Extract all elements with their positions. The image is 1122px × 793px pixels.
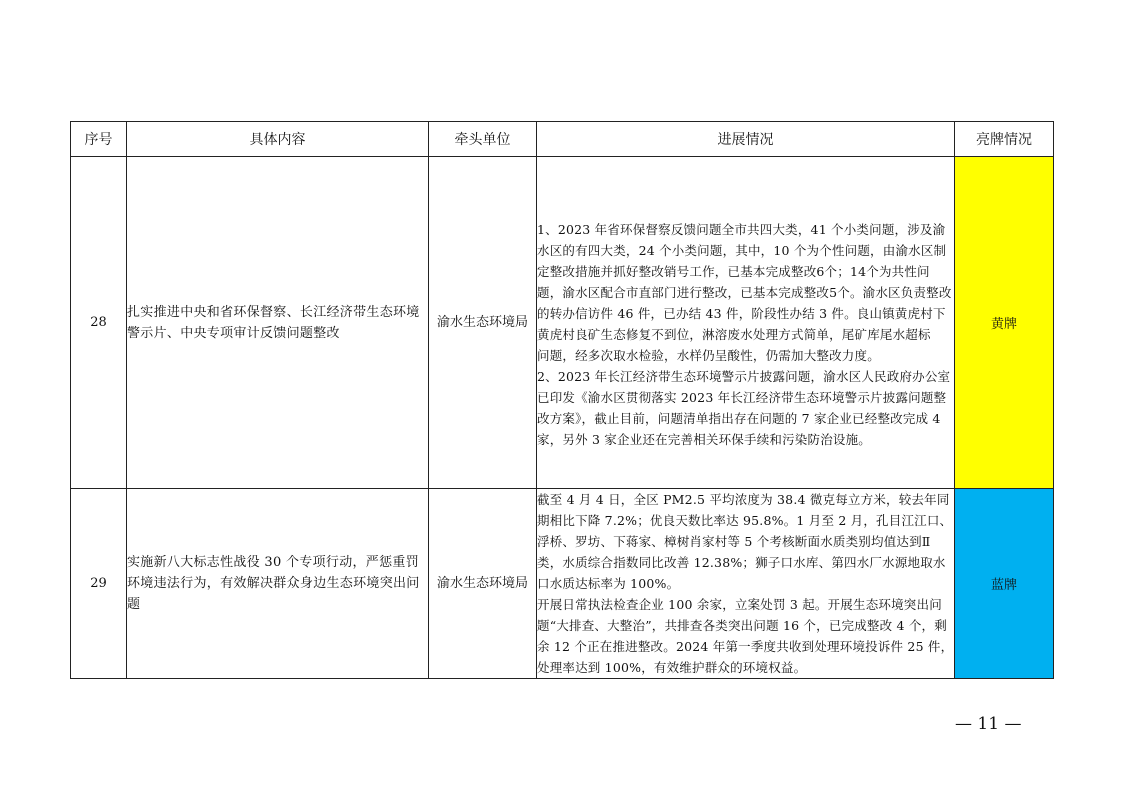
row-badge: 蓝牌	[955, 489, 1054, 679]
header-lead-unit: 牵头单位	[429, 122, 537, 157]
table-header-row	[71, 122, 1054, 157]
row-number: 29	[71, 489, 127, 679]
progress-paragraph: 截至 4 月 4 日，全区 PM2.5 平均浓度为 38.4 微克每立方米，较去年同期相比下降 7.2%；优良天数比率达 95.8%。1 月至 2 月，孔目江江口、浮桥、罗坊、下蒋家、樟树肖家村等 5 个考核断面水质类别均值达到Ⅱ类，水质综合指数同比改善 12.38%；狮子口水库、第四水厂水源地取水口水质达标率为 100%。	[537, 492, 953, 591]
progress-paragraph: 问题，经多次取水检验，水样仍呈酸性，仍需加大整改力度。	[537, 348, 880, 363]
row-content: 扎实推进中央和省环保督察、长江经济带生态环境警示片、中央专项审计反馈问题整改	[127, 157, 429, 489]
row-progress	[537, 157, 955, 489]
table-row	[71, 489, 1054, 679]
table-row	[71, 157, 1054, 489]
row-lead-unit: 渝水生态环境局	[429, 489, 537, 679]
row-lead-unit: 渝水生态环境局	[429, 157, 537, 489]
row-badge: 黄牌	[955, 157, 1054, 489]
progress-paragraph: 1、2023 年省环保督察反馈问题全市共四大类，41 个小类问题，涉及渝水区的有四大类，24 个小类问题，其中，10 个为个性问题，由渝水区制定整改措施并抓好整改销号工作，已基本完成整改6个；14个为共性问题，渝水区配合市直部门进行整改，已基本完成整改5个。渝水区负责整改的转办信访件 46 件，已办结 43 件，阶段性办结 3 件。良山镇黄虎村下黄虎村良矿生态修复不到位，淋溶废水处理方式简单，尾矿库尾水超标	[537, 222, 952, 342]
progress-table	[70, 121, 1054, 679]
header-content: 具体内容	[127, 122, 429, 157]
row-number: 28	[71, 157, 127, 489]
progress-paragraph: 2、2023 年长江经济带生态环境警示片披露问题，渝水区人民政府办公室已印发《渝水区贯彻落实 2023 年长江经济带生态环境警示片披露问题整改方案》，截止目前，问题清单指出存在问题的 7 家企业已经整改完成 4 家，另外 3 家企业还在完善相关环保手续和污染防治设施。	[537, 369, 951, 447]
header-badge: 亮牌情况	[955, 122, 1054, 157]
page-number: — 11 —	[955, 714, 1022, 734]
progress-paragraph: 开展日常执法检查企业 100 余家，立案处罚 3 起。开展生态环境突出问题“大排查、大整治”，共排查各类突出问题 16 个，已完成整改 4 个，剩余 12 个正在推进整改。2024 年第一季度共收到处理环境投诉件 25 件，处理率达到 100%，有效维护群众的环境权益。	[537, 597, 954, 675]
row-progress	[537, 489, 955, 679]
row-content: 实施新八大标志性战役 30 个专项行动，严惩重罚环境违法行为，有效解决群众身边生态环境突出问题	[127, 489, 429, 679]
header-number: 序号	[71, 122, 127, 157]
header-progress: 进展情况	[537, 122, 955, 157]
